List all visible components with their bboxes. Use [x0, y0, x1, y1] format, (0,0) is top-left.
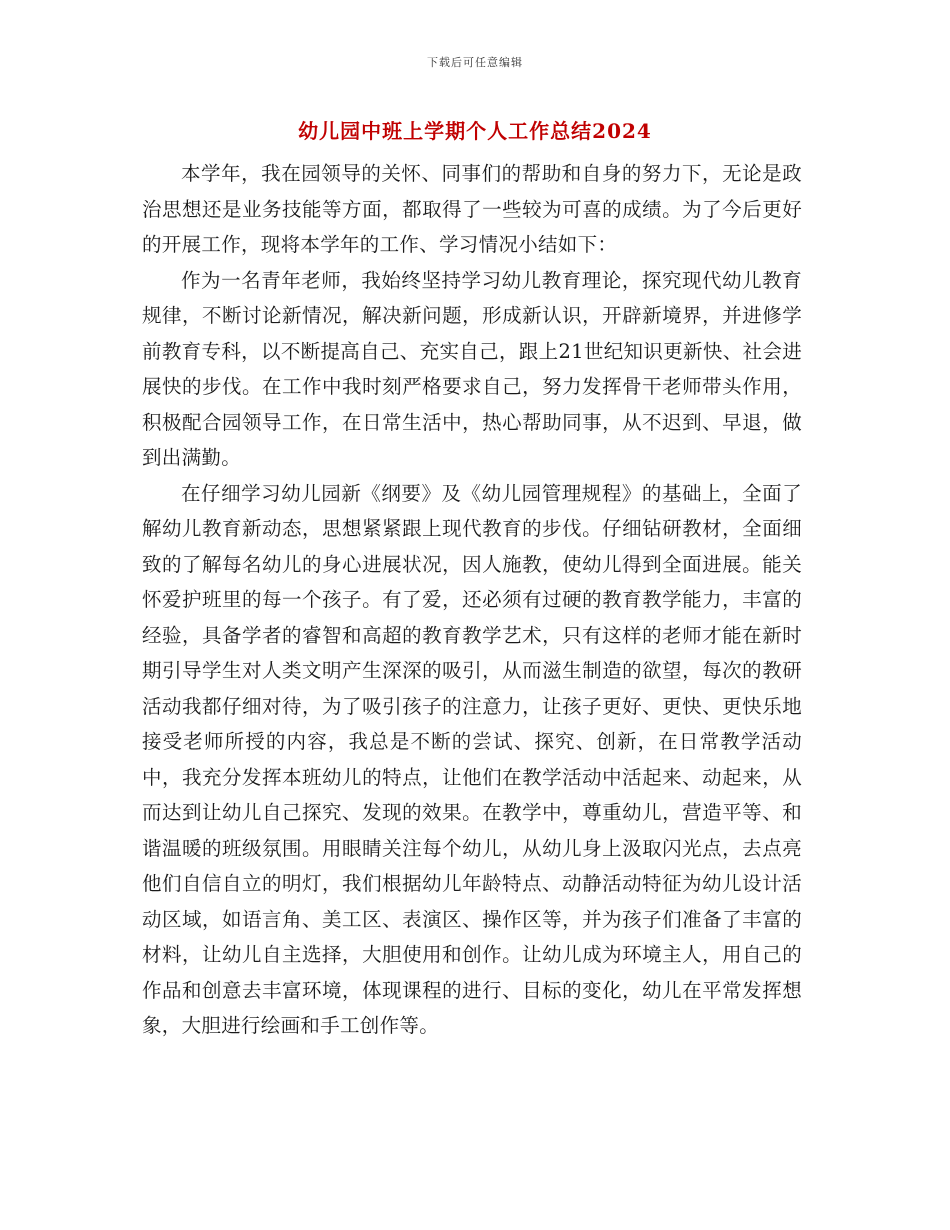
paragraph-self-study: 作为一名青年老师，我始终坚持学习幼儿教育理论，探究现代幼儿教育规律，不断讨论新情况，解决新问题，形成新认识，开辟新境界，并进修学前教育专科，以不断提高自己、充实自己，跟上21世纪知识更新快、社会进展快的步伐。在工作中我时刻严格要求自己，努力发挥骨干老师带头作用，积极配合园领导工作，在日常生活中，热心帮助同事，从不迟到、早退，做到出满勤。 — [142, 268, 802, 469]
header-note: 下载后可任意编辑 — [427, 56, 523, 69]
paragraph-teaching: 在仔细学习幼儿园新《纲要》及《幼儿园管理规程》的基础上，全面了解幼儿教育新动态，思想紧紧跟上现代教育的步伐。仔细钻研教材，全面细致的了解每名幼儿的身心进展状况，因人施教，使幼儿得到全面进展。能关怀爱护班里的每一个孩子。有了爱，还必须有过硬的教育教学能力，丰富的经验，具备学者的睿智和高超的教育教学艺术，只有这样的老师才能在新时期引导学生对人类文明产生深深的吸引，从而滋生制造的欲望，每次的教研活动我都仔细对待，为了吸引孩子的注意力，让孩子更好、更快、更快乐地接受老师所授的内容，我总是不断的尝试、探究、创新，在日常教学活动中，我充分发挥本班幼儿的特点，让他们在教学活动中活起来、动起来，从而达到让幼儿自己探究、发现的效果。在教学中，尊重幼儿，营造平等、和谐温暖的班级氛围。用眼睛关注每个幼儿，从幼儿身上汲取闪光点，去点亮他们自信自立的明灯，我们根据幼儿年龄特点、动静活动特征为幼儿设计活动区域，如语言角、美工区、表演区、操作区等，并为孩子们准备了丰富的材料，让幼儿自主选择，大胆使用和创作。让幼儿成为环境主人，用自己的作品和创意去丰富环境，体现课程的进行、目标的变化，幼儿在平常发挥想象，大胆进行绘画和手工创作等。 — [142, 481, 802, 1037]
document-body — [142, 156, 802, 1044]
paragraph-intro: 本学年，我在园领导的关怀、同事们的帮助和自身的努力下，无论是政治思想还是业务技能等方面，都取得了一些较为可喜的成绩。为了今后更好的开展工作，现将本学年的工作、学习情况小结如下： — [142, 162, 802, 256]
document-title: 幼儿园中班上学期个人工作总结2024 — [298, 119, 652, 143]
